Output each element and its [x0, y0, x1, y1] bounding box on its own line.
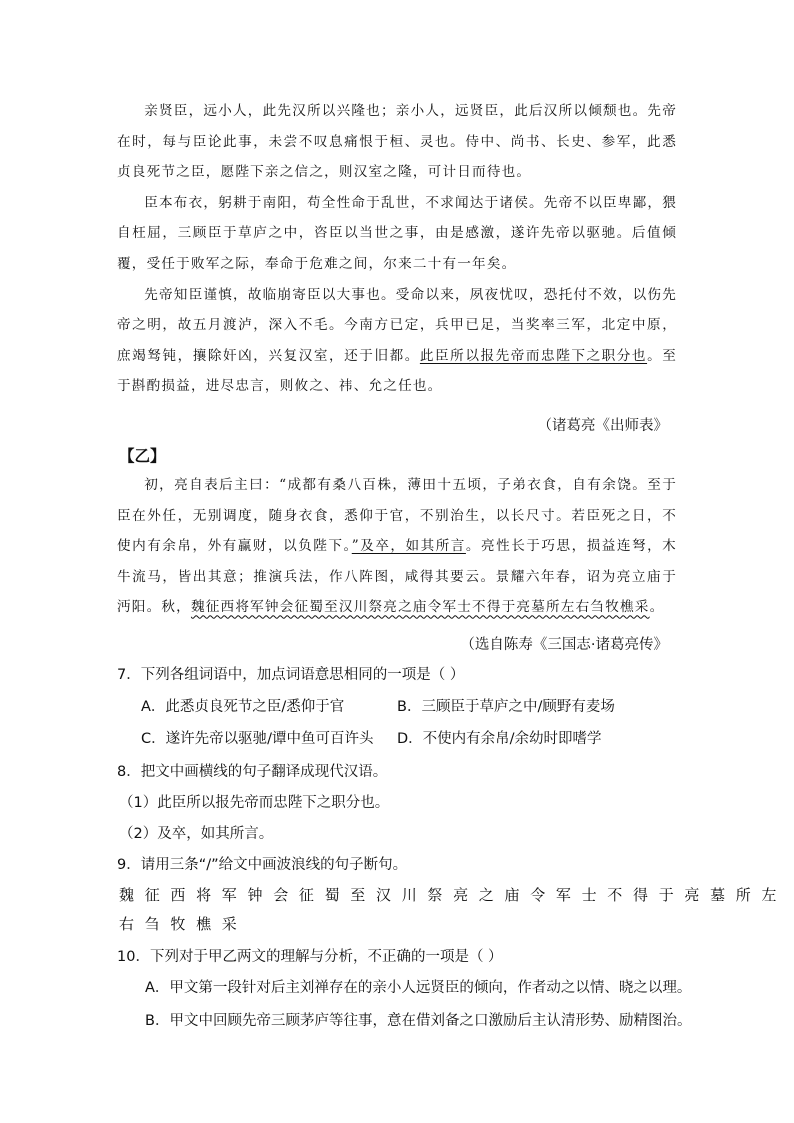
passage-yi: [117, 470, 677, 623]
question-8-item-1: （1）此臣所以报先帝而忠陛下之职分也。: [119, 795, 390, 811]
question-8-item-2: （2）及卒，如其所言。: [119, 826, 274, 842]
source-yi: （选自陈寿《三国志·诸葛亮传》: [460, 637, 668, 653]
question-10-option-a: A．甲文第一段针对后主刘禅存在的亲小人远贤臣的倾向，作者动之以情、晓之以理。: [145, 980, 692, 996]
passage-jia-paragraph-3: [117, 280, 677, 402]
heading-yi: 【乙】: [119, 447, 166, 465]
passage-yi-text-c: 。: [649, 599, 665, 616]
underlined-sentence-1: 此臣所以报先帝而忠陛下之职分也: [419, 347, 648, 364]
passage-jia-p3-text-b: 。至于斟酌损益，进尽忠言，则攸之、祎、允之任也。: [117, 347, 678, 395]
question-9-sentence-line-1: 魏征西将军钟会征蜀至汉川祭亮之庙令军士不得于亮墓所左: [119, 886, 788, 904]
passage-yi-text-a: 初，亮自表后主曰：“成都有桑八百株，薄田十五顷，子弟衣食，自有余饶。至于臣在外任，无别调度，随身衣食，悉仰于官，不别治生，以长尺寸。若臣死之日，不使内有余帛，外有赢财，以负陛下。: [117, 477, 677, 555]
question-7-option-a: A．此悉贞良死节之臣/悉仰于官: [141, 699, 345, 715]
passage-yi-text-b: 。亮性长于巧思，损益连弩，木牛流马，皆出其意；推演兵法，作八阵图，咸得其要云。景耀六年春，诏为亮立庙于沔阳。秋，: [117, 538, 677, 616]
wavy-underlined-sentence: 魏征西将军钟会征蜀至汉川祭亮之庙令军士不得于亮墓所左右刍牧樵采: [190, 599, 650, 616]
question-7-option-d: D．不使内有余帛/余幼时即嗜学: [397, 731, 602, 747]
passage-jia-paragraph-1: 亲贤臣，远小人，此先汉所以兴隆也；亲小人，远贤臣，此后汉所以倾颓也。先帝在时，每与臣论此事，未尝不叹息痛恨于桓、灵也。侍中、尚书、长史、参军，此悉贞良死节之臣，愿陛下亲之信之，则汉室之隆，可计日而待也。: [117, 103, 677, 181]
question-7: 7．下列各组词语中，加点词语意思相同的一项是（ ）: [117, 667, 465, 683]
passage-jia-paragraph-2: 臣本布衣，躬耕于南阳，苟全性命于乱世，不求闻达于诸侯。先帝不以臣卑鄙，猥自枉屈，三顾臣于草庐之中，咨臣以当世之事，由是感激，遂许先帝以驱驰。后值倾覆，受任于败军之际，奉命于危难之间，尔来二十有一年矣。: [117, 194, 677, 272]
question-7-option-b: B．三顾臣于草庐之中/顾野有麦场: [397, 699, 615, 715]
question-10: 10．下列对于甲乙两文的理解与分析，不正确的一项是（ ）: [117, 949, 503, 965]
question-7-option-c: C．遂许先帝以驱驰/谭中鱼可百许头: [141, 731, 374, 747]
question-9-sentence-line-2: 右刍牧樵采: [119, 915, 248, 933]
source-jia: （诸葛亮《出师表》: [537, 418, 668, 434]
passage-yi-paragraph: [117, 470, 677, 623]
question-10-option-b: B．甲文中回顾先帝三顾茅庐等往事，意在借刘备之口激励后主认清形势、励精图治。: [145, 1013, 692, 1029]
question-8: 8．把文中画横线的句子翻译成现代汉语。: [117, 764, 388, 780]
passage-jia-p3-text-a: 先帝知臣谨慎，故临崩寄臣以大事也。受命以来，夙夜忧叹，恐托付不效，以伤先帝之明，故五月渡泸，深入不毛。今南方已定，兵甲已足，当奖率三军，北定中原，庶竭驽钝，攘除奸凶，兴复汉室，还于旧都。: [117, 286, 677, 364]
question-9: 9．请用三条“/”给文中画波浪线的句子断句。: [117, 857, 408, 873]
passage-jia: [117, 96, 677, 402]
underlined-sentence-2: ”及卒，如其所言: [351, 538, 466, 555]
